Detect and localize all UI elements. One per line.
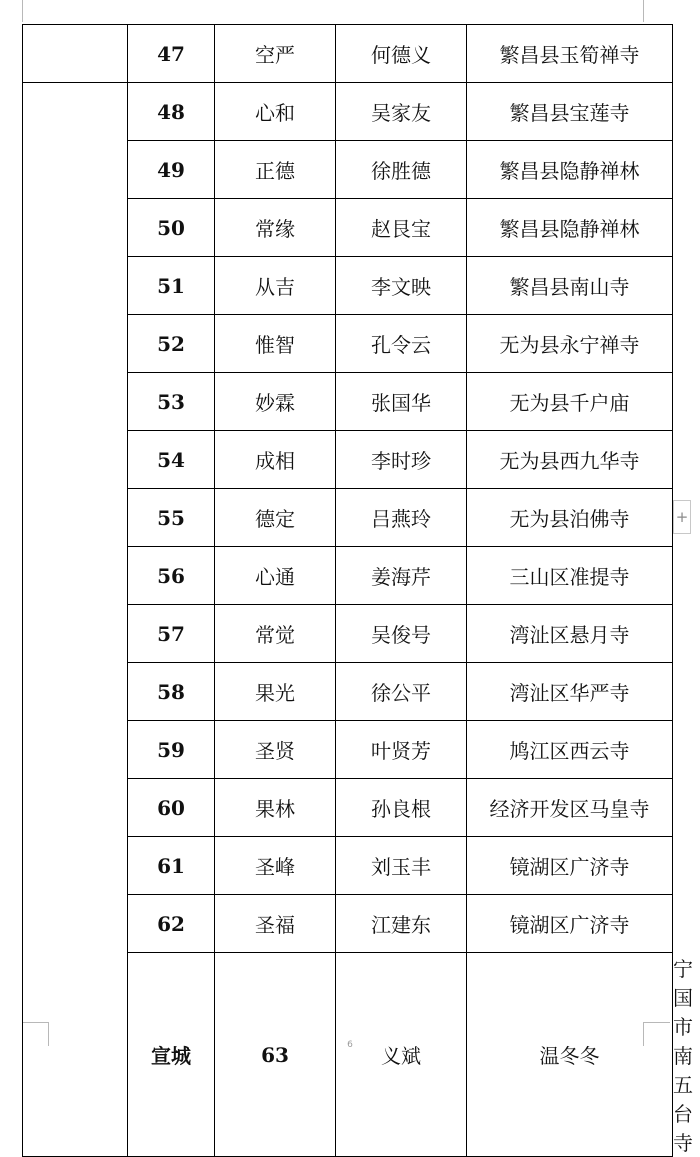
temple-cell[interactable]: 无为县永宁禅寺: [467, 315, 673, 373]
lay-name-cell[interactable]: 吴家友: [336, 83, 467, 141]
table-row: [23, 83, 673, 141]
serial-number-cell[interactable]: 55: [128, 489, 215, 547]
serial-number-cell[interactable]: 56: [128, 547, 215, 605]
dharma-name-cell[interactable]: 果林: [215, 779, 336, 837]
page-number: 6: [347, 1040, 353, 1050]
serial-number-cell[interactable]: 60: [128, 779, 215, 837]
lay-name-cell[interactable]: 吕燕玲: [336, 489, 467, 547]
lay-name-cell[interactable]: 张国华: [336, 373, 467, 431]
dharma-name-cell[interactable]: 常缘: [215, 199, 336, 257]
lay-name-cell[interactable]: 叶贤芳: [336, 721, 467, 779]
serial-number-cell[interactable]: 59: [128, 721, 215, 779]
serial-number-cell[interactable]: 50: [128, 199, 215, 257]
lay-name-cell[interactable]: 孙良根: [336, 779, 467, 837]
lay-name-cell[interactable]: 温冬冬: [467, 953, 673, 1157]
lay-name-cell[interactable]: 徐胜德: [336, 141, 467, 199]
dharma-name-cell[interactable]: 妙霖: [215, 373, 336, 431]
dharma-name-cell[interactable]: 心和: [215, 83, 336, 141]
lay-name-cell[interactable]: 刘玉丰: [336, 837, 467, 895]
serial-number-cell[interactable]: 48: [128, 83, 215, 141]
temple-cell[interactable]: 繁昌县宝莲寺: [467, 83, 673, 141]
serial-number-cell[interactable]: 53: [128, 373, 215, 431]
plus-icon[interactable]: +: [673, 500, 691, 534]
lay-name-cell[interactable]: 何德义: [336, 25, 467, 83]
dharma-name-cell[interactable]: 惟智: [215, 315, 336, 373]
region-cell[interactable]: [23, 25, 128, 83]
region-cell[interactable]: 宣城: [128, 953, 215, 1157]
crop-mark-top-left: [22, 0, 23, 22]
dharma-name-cell[interactable]: 正德: [215, 141, 336, 199]
monk-roster-table: [22, 24, 693, 1157]
temple-cell[interactable]: 无为县西九华寺: [467, 431, 673, 489]
lay-name-cell[interactable]: 吴俊号: [336, 605, 467, 663]
temple-cell[interactable]: 繁昌县南山寺: [467, 257, 673, 315]
serial-number-cell[interactable]: 54: [128, 431, 215, 489]
serial-number-cell[interactable]: 51: [128, 257, 215, 315]
dharma-name-cell[interactable]: 从吉: [215, 257, 336, 315]
temple-cell[interactable]: 鸠江区西云寺: [467, 721, 673, 779]
temple-cell[interactable]: 经济开发区马皇寺: [467, 779, 673, 837]
temple-cell[interactable]: 湾沚区华严寺: [467, 663, 673, 721]
serial-number-cell[interactable]: 58: [128, 663, 215, 721]
temple-cell[interactable]: 湾沚区悬月寺: [467, 605, 673, 663]
temple-cell[interactable]: 三山区准提寺: [467, 547, 673, 605]
temple-cell[interactable]: 繁昌县玉筍禅寺: [467, 25, 673, 83]
lay-name-cell[interactable]: 李时珍: [336, 431, 467, 489]
serial-number-cell[interactable]: 49: [128, 141, 215, 199]
dharma-name-cell[interactable]: 圣峰: [215, 837, 336, 895]
temple-cell[interactable]: 繁昌县隐静禅林: [467, 199, 673, 257]
temple-cell[interactable]: 无为县千户庙: [467, 373, 673, 431]
serial-number-cell[interactable]: 63: [215, 953, 336, 1157]
lay-name-cell[interactable]: 姜海芹: [336, 547, 467, 605]
temple-cell[interactable]: 镜湖区广济寺: [467, 837, 673, 895]
lay-name-cell[interactable]: 徐公平: [336, 663, 467, 721]
region-cell-merged[interactable]: [23, 83, 128, 1157]
dharma-name-cell[interactable]: 成相: [215, 431, 336, 489]
dharma-name-cell[interactable]: 圣福: [215, 895, 336, 953]
serial-number-cell[interactable]: 62: [128, 895, 215, 953]
temple-cell[interactable]: 镜湖区广济寺: [467, 895, 673, 953]
lay-name-cell[interactable]: 赵艮宝: [336, 199, 467, 257]
table-row: 宣城 63 义斌 温冬冬 宁国市南五台寺: [23, 953, 673, 1157]
serial-number-cell[interactable]: 61: [128, 837, 215, 895]
dharma-name-cell[interactable]: 义斌: [336, 953, 467, 1157]
table-row: [23, 25, 673, 83]
lay-name-cell[interactable]: 江建东: [336, 895, 467, 953]
lay-name-cell[interactable]: 李文映: [336, 257, 467, 315]
temple-cell[interactable]: 无为县泊佛寺: [467, 489, 673, 547]
dharma-name-cell[interactable]: 圣贤: [215, 721, 336, 779]
crop-mark-top-right: [643, 0, 644, 22]
dharma-name-cell[interactable]: 常觉: [215, 605, 336, 663]
dharma-name-cell[interactable]: 果光: [215, 663, 336, 721]
serial-number-cell[interactable]: 52: [128, 315, 215, 373]
serial-number-cell[interactable]: 47: [128, 25, 215, 83]
dharma-name-cell[interactable]: 空严: [215, 25, 336, 83]
temple-cell[interactable]: 繁昌县隐静禅林: [467, 141, 673, 199]
dharma-name-cell[interactable]: 心通: [215, 547, 336, 605]
dharma-name-cell[interactable]: 德定: [215, 489, 336, 547]
serial-number-cell[interactable]: 57: [128, 605, 215, 663]
lay-name-cell[interactable]: 孔令云: [336, 315, 467, 373]
